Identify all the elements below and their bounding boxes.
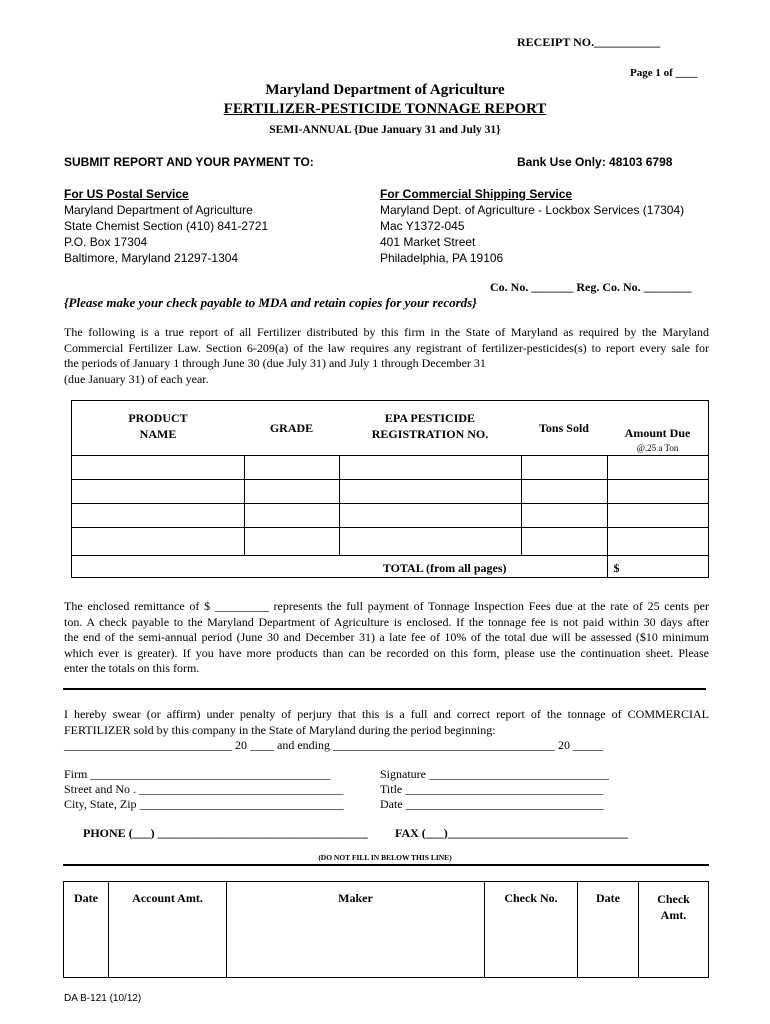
firm-field[interactable]: Firm ________________________________________	[64, 767, 331, 781]
page-number: Page 1 of ____	[630, 67, 698, 79]
bank-date2-header	[578, 882, 639, 978]
firm-fields	[64, 767, 344, 812]
product-cell[interactable]	[72, 504, 245, 528]
header-line: REGISTRATION NO.	[371, 427, 489, 441]
grade-cell[interactable]	[244, 504, 339, 528]
table-row	[72, 456, 709, 480]
table-row	[72, 504, 709, 528]
product-cell[interactable]	[72, 528, 245, 556]
commercial-line: 401 Market Street	[380, 235, 476, 249]
grade-cell[interactable]	[244, 528, 339, 556]
amount-cell[interactable]	[607, 480, 709, 504]
company-numbers: Co. No. _______ Reg. Co. No. ________	[490, 280, 692, 294]
account-amt-header	[109, 882, 227, 978]
form-id: DA B-121 (10/12)	[64, 993, 142, 1004]
tons-sold-header	[521, 401, 607, 456]
intro-line: Commercial Fertilizer Law. Section 6-209(a) of the law requires any registrant of fertilizer-pesticides(s) to report every sale for	[64, 340, 709, 355]
grade-cell[interactable]	[244, 480, 339, 504]
oath-line: FERTILIZER sold by this company in the State of Maryland during the period beginning:	[64, 722, 496, 737]
check-amt-line: Check	[657, 892, 690, 906]
rate-note: @.25 a Ton	[636, 443, 679, 453]
maker-header	[227, 882, 485, 978]
intro-line: The following is a true report of all Fertilizer distributed by this firm in the State of Maryland as required by the Maryland	[64, 325, 709, 339]
epa-cell[interactable]	[339, 480, 521, 504]
intro-paragraph	[64, 325, 709, 387]
remittance-paragraph	[64, 599, 709, 677]
postal-heading: For US Postal Service	[64, 187, 189, 201]
check-amt-header	[639, 882, 709, 978]
intro-line: the periods of January 1 through June 30 (due July 31) and July 1 through December 31	[64, 356, 486, 370]
tons-cell[interactable]	[521, 504, 607, 528]
postal-address	[64, 186, 268, 266]
product-cell[interactable]	[72, 480, 245, 504]
epa-header	[339, 401, 521, 456]
header-line: NAME	[139, 427, 177, 441]
product-cell[interactable]	[72, 456, 245, 480]
commercial-line: Philadelphia, PA 19106	[380, 251, 504, 265]
section-divider	[63, 688, 706, 690]
tons-cell[interactable]	[521, 480, 607, 504]
commercial-line: Mac Y1372-045	[380, 219, 465, 233]
commercial-heading: For Commercial Shipping Service	[380, 187, 573, 201]
amount-due-header	[607, 401, 709, 456]
remittance-line: The enclosed remittance of $ _________ represents the full payment of Tonnage Inspection Fees due at the rate of 25 cents per	[64, 599, 709, 613]
check-payable-note: {Please make your check payable to MDA and retain copies for your records}	[64, 295, 477, 310]
amount-cell[interactable]	[607, 528, 709, 556]
commercial-address	[380, 186, 684, 266]
header-line: EPA PESTICIDE	[384, 411, 476, 425]
bank-date2-label: Date	[596, 891, 620, 905]
total-label-cell	[72, 556, 608, 578]
epa-cell[interactable]	[339, 456, 521, 480]
receipt-number: RECEIPT NO.___________	[517, 35, 661, 49]
do-not-fill-note: (DO NOT FILL IN BELOW THIS LINE)	[318, 853, 452, 862]
signature-field[interactable]: Signature ______________________________	[380, 767, 609, 781]
check-no-label: Check No.	[504, 891, 558, 905]
amount-cell[interactable]	[607, 504, 709, 528]
form-subtitle: SEMI-ANNUAL {Due January 31 and July 31}	[269, 124, 501, 136]
tons-cell[interactable]	[521, 528, 607, 556]
check-no-header	[485, 882, 578, 978]
grade-header	[244, 401, 339, 456]
check-amt-line: Amt.	[660, 908, 687, 922]
grade-cell[interactable]	[244, 456, 339, 480]
title-field[interactable]: Title _________________________________	[380, 782, 604, 796]
total-row	[72, 556, 709, 578]
commercial-line: Maryland Dept. of Agriculture - Lockbox Services (17304)	[380, 203, 685, 217]
oath-line: I hereby swear (or affirm) under penalty of perjury that this is a full and correct report of the tonnage of COMMERCIAL	[64, 707, 709, 721]
signature-fields	[380, 767, 609, 812]
tons-cell[interactable]	[521, 456, 607, 480]
amount-cell[interactable]	[607, 456, 709, 480]
fax-field[interactable]: FAX (___)______________________________	[395, 826, 628, 840]
bank-table	[63, 881, 709, 978]
postal-line: P.O. Box 17304	[64, 235, 148, 249]
grade-label: GRADE	[269, 420, 314, 435]
product-table	[71, 400, 709, 578]
tons-sold-label: Tons Sold	[539, 420, 589, 435]
epa-cell[interactable]	[339, 504, 521, 528]
product-name-header	[72, 401, 245, 456]
postal-line: Maryland Department of Agriculture	[64, 203, 253, 217]
form-title: FERTILIZER-PESTICIDE TONNAGE REPORT	[223, 101, 547, 117]
amount-due-label: Amount Due	[624, 426, 691, 440]
street-field[interactable]: Street and No . __________________________________	[64, 782, 343, 796]
city-field[interactable]: City, State, Zip __________________________________	[64, 797, 344, 811]
maker-label: Maker	[338, 891, 373, 905]
date-field[interactable]: Date _________________________________	[380, 797, 604, 811]
oath-paragraph	[64, 707, 709, 754]
dollar-sign: $	[613, 561, 620, 575]
bank-date-header	[64, 882, 109, 978]
postal-line: State Chemist Section (410) 841-2721	[64, 219, 269, 233]
remittance-line: enter the totals on this form.	[64, 661, 200, 675]
account-amt-label: Account Amt.	[132, 891, 203, 905]
period-fields[interactable]: ____________________________ 20 ____ and ending _____________________________________ 20 _____	[64, 738, 603, 752]
bank-date-label: Date	[74, 891, 98, 905]
phone-field[interactable]: PHONE (___) ___________________________________	[83, 826, 368, 840]
bottom-divider	[63, 864, 709, 866]
remittance-line: the end of the semi-annual period (June 30 and December 31) a late fee of 10% of the total due will be assessed ($10 minimum	[64, 630, 709, 644]
agency-name: Maryland Department of Agriculture	[265, 82, 505, 98]
header-line: PRODUCT	[128, 411, 188, 425]
postal-line: Baltimore, Maryland 21297-1304	[64, 251, 239, 265]
bank-use-only: Bank Use Only: 48103 6798	[517, 155, 673, 169]
remittance-line: ton. A check payable to the Maryland Department of Agriculture is enclosed. If the tonnage fee is not paid within 30 days after	[64, 614, 709, 629]
table-row	[72, 480, 709, 504]
remittance-line: which ever is greater). If you have more products than can be recorded on this form, please use the continuation sheet. Please	[64, 645, 709, 660]
total-amount-cell[interactable]	[607, 556, 709, 578]
total-label: TOTAL (from all pages)	[382, 561, 507, 575]
intro-line: (due January 31) of each year.	[64, 371, 209, 386]
table-row	[72, 528, 709, 556]
epa-cell[interactable]	[339, 528, 521, 556]
submit-label: SUBMIT REPORT AND YOUR PAYMENT TO:	[64, 155, 314, 169]
